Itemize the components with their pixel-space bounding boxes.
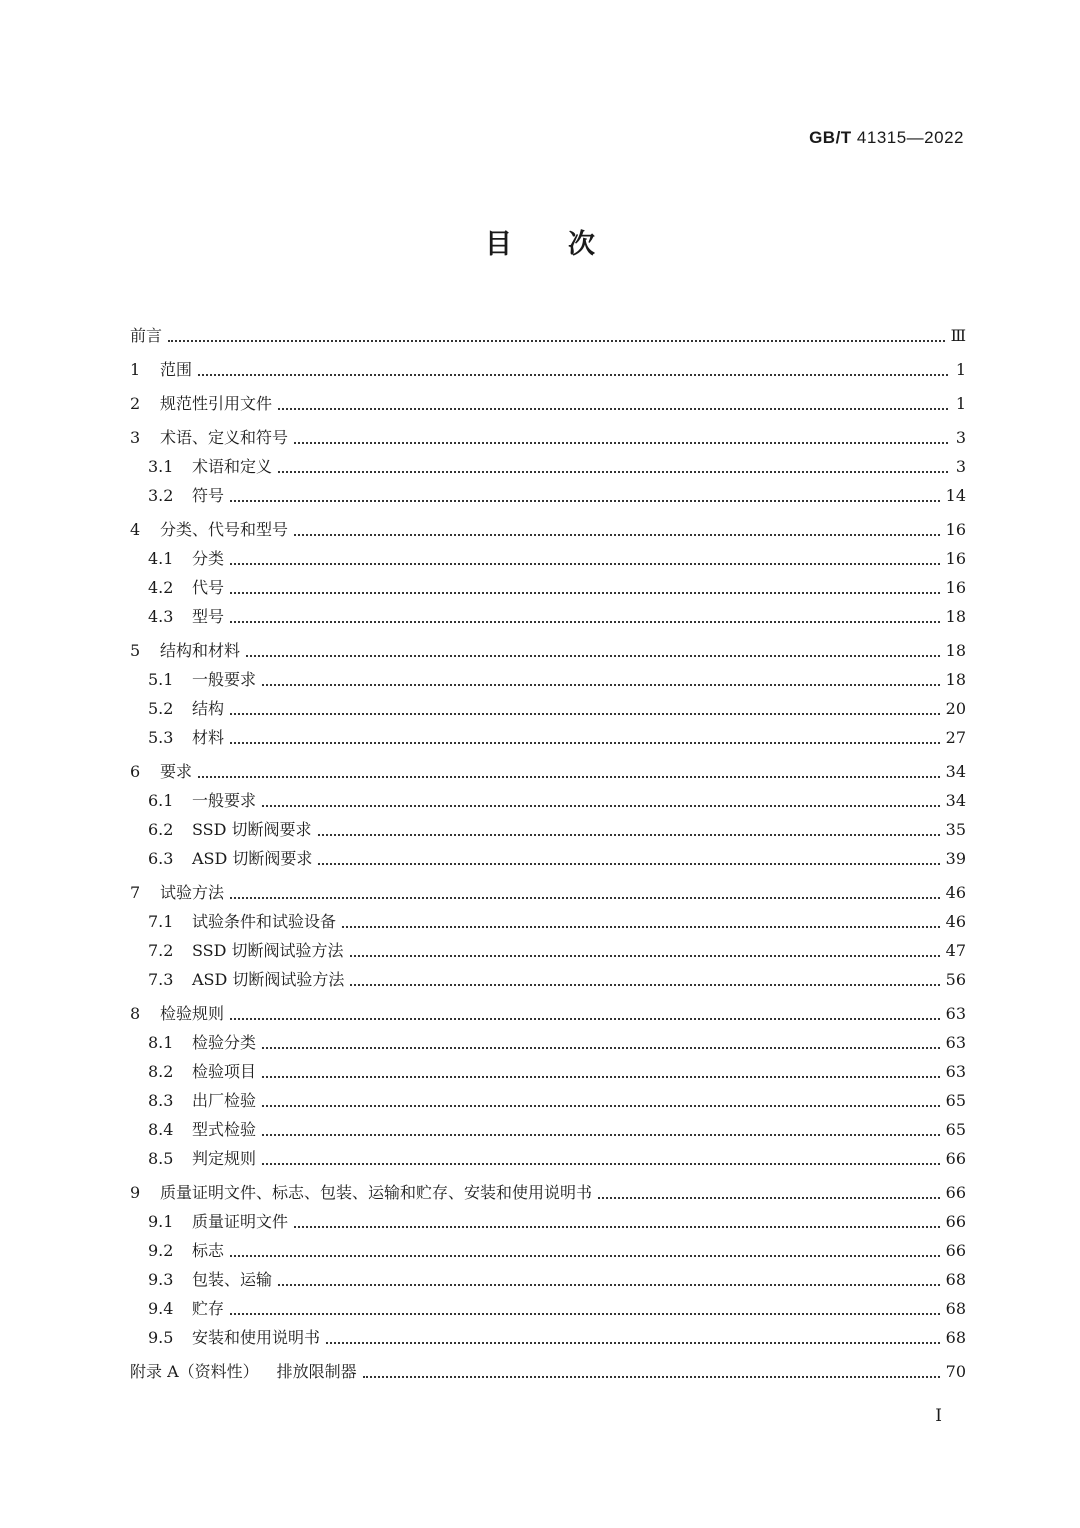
dot-leader <box>230 1008 940 1020</box>
dot-leader <box>350 974 939 986</box>
toc-entry-number: 7.2 <box>148 941 174 960</box>
toc-entry-page: 66 <box>945 1241 966 1260</box>
toc-entry-number: 9.5 <box>148 1328 174 1347</box>
toc-entry-label: 术语和定义 <box>192 457 273 476</box>
toc-entry-label: 一般要求 <box>192 791 257 810</box>
toc-entry[interactable] <box>130 1140 966 1169</box>
toc-entry-page: 63 <box>945 1004 966 1023</box>
toc-entry-page: 66 <box>945 1212 966 1231</box>
toc-entry-page: 34 <box>945 791 966 810</box>
toc-entry[interactable] <box>130 346 966 380</box>
toc-entry-page: 1 <box>955 360 966 379</box>
toc-entry-page: 68 <box>945 1270 966 1289</box>
toc-entry-number: 9.1 <box>148 1212 174 1231</box>
toc-entry-number: 3.2 <box>148 486 174 505</box>
toc-entry-number: 3 <box>130 428 141 447</box>
toc-entry[interactable] <box>130 414 966 448</box>
dot-leader <box>262 674 940 686</box>
toc-entry-label: 规范性引用文件 <box>160 394 273 413</box>
dot-leader <box>326 1332 940 1344</box>
toc-entry[interactable] <box>130 690 966 719</box>
toc-entry-number: 4.2 <box>148 578 174 597</box>
toc-entry[interactable] <box>130 903 966 932</box>
toc-entry-page: 1 <box>955 394 966 413</box>
toc-entry[interactable] <box>130 932 966 961</box>
standard-prefix: GB/T <box>809 128 852 147</box>
dot-leader <box>342 916 940 928</box>
toc-entry[interactable] <box>130 477 966 506</box>
toc-entry-number: 8.3 <box>148 1091 174 1110</box>
toc-entry[interactable] <box>130 1232 966 1261</box>
toc-entry-label: 前言 <box>130 326 163 345</box>
toc-entry[interactable] <box>130 811 966 840</box>
toc-entry[interactable] <box>130 748 966 782</box>
dot-leader <box>168 330 945 342</box>
toc-entry-number: 6.1 <box>148 791 174 810</box>
toc-entry-page: 18 <box>945 607 966 626</box>
toc-entry-number: 6.2 <box>148 820 174 839</box>
toc-entry[interactable] <box>130 990 966 1024</box>
toc-entry-number: 4 <box>130 520 141 539</box>
toc-entry-label: 型号 <box>192 607 225 626</box>
toc-entry-label: 一般要求 <box>192 670 257 689</box>
toc-entry-number: 7 <box>130 883 141 902</box>
toc-entry[interactable] <box>130 961 966 990</box>
toc-entry-label: 符号 <box>192 486 225 505</box>
toc-entry-number: 7.3 <box>148 970 174 989</box>
dot-leader <box>350 945 940 957</box>
toc-entry[interactable] <box>130 1111 966 1140</box>
dot-leader <box>262 795 940 807</box>
toc-entry-page: 3 <box>955 457 966 476</box>
toc-entry[interactable] <box>130 1053 966 1082</box>
toc-entry[interactable] <box>130 661 966 690</box>
toc-entry[interactable] <box>130 1348 966 1382</box>
toc-entry[interactable] <box>130 312 966 346</box>
toc-entry-label: 包装、运输 <box>192 1270 273 1289</box>
toc-entry[interactable] <box>130 1082 966 1111</box>
toc-entry-label: 范围 <box>160 360 193 379</box>
dot-leader <box>318 824 940 836</box>
toc-entry[interactable] <box>130 448 966 477</box>
toc-entry-page: 56 <box>945 970 966 989</box>
toc-entry-number: 5.3 <box>148 728 174 747</box>
toc-entry-page: 65 <box>945 1091 966 1110</box>
toc-entry-page: 46 <box>945 912 966 931</box>
toc-entry-label: 型式检验 <box>192 1120 257 1139</box>
toc-entry-page: 35 <box>945 820 966 839</box>
dot-leader <box>230 582 940 594</box>
toc-entry-page: 18 <box>945 670 966 689</box>
toc-entry-page: 68 <box>945 1328 966 1347</box>
toc-entry-number: 8.2 <box>148 1062 174 1081</box>
toc-entry-number: 附录 A（资料性） <box>130 1362 259 1381</box>
toc-entry-label: 排放限制器 <box>276 1362 357 1381</box>
toc-entry-number: 8.4 <box>148 1120 174 1139</box>
toc-entry[interactable] <box>130 869 966 903</box>
toc-entry-page: 34 <box>945 762 966 781</box>
toc-entry-label: SSD 切断阀要求 <box>192 820 312 839</box>
toc-entry-number: 7.1 <box>148 912 174 931</box>
toc-entry-number: 1 <box>130 360 141 379</box>
toc-entry[interactable] <box>130 1319 966 1348</box>
dot-leader <box>198 766 940 778</box>
toc-entry-number: 9 <box>130 1183 141 1202</box>
standard-number: 41315—2022 <box>856 128 964 147</box>
toc-entry[interactable] <box>130 569 966 598</box>
toc-entry-page: 63 <box>945 1033 966 1052</box>
toc-entry-label: 材料 <box>192 728 225 747</box>
toc-entry-page: 16 <box>945 549 966 568</box>
table-of-contents <box>130 312 966 1382</box>
dot-leader <box>262 1066 940 1078</box>
toc-entry-page: 3 <box>955 428 966 447</box>
page-title: 目次 <box>485 229 651 260</box>
toc-entry[interactable] <box>130 1169 966 1203</box>
dot-leader <box>278 1274 940 1286</box>
toc-entry-page: 63 <box>945 1062 966 1081</box>
dot-leader <box>230 553 940 565</box>
toc-entry-label: 分类、代号和型号 <box>160 520 289 539</box>
toc-entry[interactable] <box>130 380 966 414</box>
toc-entry-page: 47 <box>945 941 966 960</box>
page-number: I <box>935 1406 942 1426</box>
dot-leader <box>230 490 940 502</box>
toc-entry-page: 14 <box>945 486 966 505</box>
toc-entry-number: 3.1 <box>148 457 174 476</box>
dot-leader <box>294 524 940 536</box>
toc-entry-label: 代号 <box>192 578 225 597</box>
toc-entry-label: 安装和使用说明书 <box>192 1328 321 1347</box>
toc-entry-label: 试验方法 <box>160 883 225 902</box>
toc-entry-number: 8.5 <box>148 1149 174 1168</box>
toc-entry-label: 要求 <box>160 762 193 781</box>
toc-entry-label: 判定规则 <box>192 1149 257 1168</box>
toc-entry-page: 68 <box>945 1299 966 1318</box>
toc-entry-number: 6.3 <box>148 849 174 868</box>
toc-entry[interactable] <box>130 1261 966 1290</box>
toc-entry-label: 检验项目 <box>192 1062 257 1081</box>
toc-entry-number: 6 <box>130 762 141 781</box>
toc-entry-number: 9.3 <box>148 1270 174 1289</box>
toc-entry-page: 27 <box>945 728 966 747</box>
toc-entry-page: 70 <box>945 1362 966 1381</box>
toc-entry[interactable] <box>130 598 966 627</box>
toc-entry[interactable] <box>130 506 966 540</box>
dot-leader <box>246 645 940 657</box>
toc-entry[interactable] <box>130 719 966 748</box>
toc-entry-number: 4.1 <box>148 549 174 568</box>
dot-leader <box>230 703 940 715</box>
toc-entry[interactable] <box>130 782 966 811</box>
toc-entry[interactable] <box>130 1203 966 1232</box>
toc-entry-page: 39 <box>945 849 966 868</box>
dot-leader <box>278 398 948 410</box>
toc-entry-label: ASD 切断阀试验方法 <box>192 970 345 989</box>
toc-entry-page: 16 <box>945 520 966 539</box>
dot-leader <box>262 1037 940 1049</box>
toc-entry-label: 标志 <box>192 1241 225 1260</box>
toc-entry-label: 出厂检验 <box>192 1091 257 1110</box>
toc-entry-number: 8.1 <box>148 1033 174 1052</box>
dot-leader <box>230 887 940 899</box>
toc-entry-number: 8 <box>130 1004 141 1023</box>
toc-entry[interactable] <box>130 1024 966 1053</box>
toc-entry-number: 4.3 <box>148 607 174 626</box>
toc-entry-number: 5.2 <box>148 699 174 718</box>
toc-entry-label: SSD 切断阀试验方法 <box>192 941 344 960</box>
toc-entry-number: 9.4 <box>148 1299 174 1318</box>
dot-leader <box>230 732 940 744</box>
toc-entry-page: 18 <box>945 641 966 660</box>
toc-entry[interactable] <box>130 840 966 869</box>
toc-entry-label: 试验条件和试验设备 <box>192 912 337 931</box>
dot-leader <box>198 364 948 376</box>
toc-entry-page: 66 <box>945 1149 966 1168</box>
toc-entry-label: 质量证明文件、标志、包装、运输和贮存、安装和使用说明书 <box>160 1183 593 1202</box>
toc-entry-label: 贮存 <box>192 1299 225 1318</box>
toc-entry-label: ASD 切断阀要求 <box>192 849 313 868</box>
dot-leader <box>230 1303 940 1315</box>
toc-entry-label: 分类 <box>192 549 225 568</box>
toc-entry-label: 术语、定义和符号 <box>160 428 289 447</box>
dot-leader <box>262 1095 940 1107</box>
toc-entry-label: 质量证明文件 <box>192 1212 289 1231</box>
toc-entry-page: 20 <box>945 699 966 718</box>
toc-entry-page: Ⅲ <box>950 326 966 345</box>
toc-entry-number: 5.1 <box>148 670 174 689</box>
dot-leader <box>294 1216 940 1228</box>
toc-entry[interactable] <box>130 627 966 661</box>
dot-leader <box>294 432 948 444</box>
toc-entry-page: 65 <box>945 1120 966 1139</box>
toc-entry-label: 结构 <box>192 699 225 718</box>
dot-leader <box>230 1245 940 1257</box>
toc-entry[interactable] <box>130 540 966 569</box>
toc-entry-number: 5 <box>130 641 141 660</box>
dot-leader <box>598 1187 940 1199</box>
toc-entry-label: 结构和材料 <box>160 641 241 660</box>
dot-leader <box>230 611 940 623</box>
toc-entry-page: 46 <box>945 883 966 902</box>
toc-entry-label: 检验规则 <box>160 1004 225 1023</box>
dot-leader <box>262 1153 940 1165</box>
standard-code <box>809 128 964 148</box>
dot-leader <box>318 853 939 865</box>
toc-entry-label: 检验分类 <box>192 1033 257 1052</box>
toc-entry-number: 9.2 <box>148 1241 174 1260</box>
dot-leader <box>262 1124 940 1136</box>
dot-leader <box>363 1366 940 1378</box>
toc-entry-page: 66 <box>945 1183 966 1202</box>
toc-entry-page: 16 <box>945 578 966 597</box>
dot-leader <box>278 461 948 473</box>
toc-entry[interactable] <box>130 1290 966 1319</box>
toc-entry-number: 2 <box>130 394 141 413</box>
